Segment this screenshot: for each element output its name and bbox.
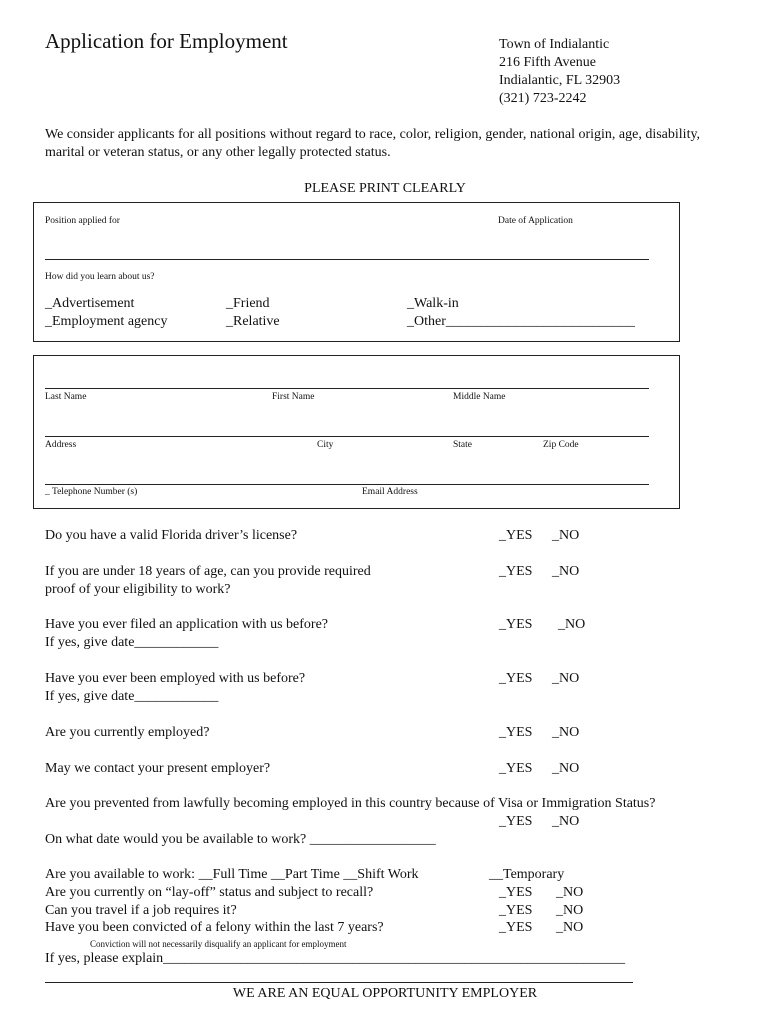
question-available-date[interactable]: On what date would you be available to work? __________________ (45, 832, 436, 847)
question-contact-employer: May we contact your present employer? (45, 761, 271, 776)
drivers-license-no[interactable]: _NO (552, 528, 580, 543)
question-currently-employed: Are you currently employed? (45, 725, 210, 740)
employed-before-no[interactable]: _NO (552, 671, 580, 686)
question-lay-off: Are you currently on “lay-off” status and subject to recall? (45, 885, 374, 900)
question-employed-before-line1: Have you ever been employed with us before? (45, 671, 306, 686)
lay-off-no[interactable]: _NO (556, 885, 584, 900)
drivers-license-yes[interactable]: _YES (499, 528, 533, 543)
conviction-note: Conviction will not necessarily disqualify an applicant for employment (90, 939, 347, 949)
currently-employed-yes[interactable]: _YES (499, 725, 533, 740)
option-other[interactable]: _Other___________________________ (407, 314, 635, 329)
date-of-application-label: Date of Application (498, 216, 573, 226)
page-title: Application for Employment (45, 29, 288, 53)
felony-yes[interactable]: _YES (499, 920, 533, 935)
option-advertisement[interactable]: _Advertisement (45, 296, 135, 311)
position-applied-label: Position applied for (45, 216, 120, 226)
town-phone: (321) 723-2242 (499, 91, 587, 106)
employed-before-yes[interactable]: _YES (499, 671, 533, 686)
felony-no[interactable]: _NO (556, 920, 584, 935)
address-label: Address (45, 440, 77, 450)
under-18-yes[interactable]: _YES (499, 564, 533, 579)
question-filed-before-line1: Have you ever filed an application with us before? (45, 617, 329, 632)
question-felony: Have you been convicted of a felony within the last 7 years? (45, 920, 384, 935)
last-name-label: Last Name (45, 392, 87, 402)
town-name: Town of Indialantic (499, 37, 610, 52)
footer-equal-opportunity: WE ARE AN EQUAL OPPORTUNITY EMPLOYER (232, 986, 538, 1001)
question-employed-before-date[interactable]: If yes, give date____________ (45, 689, 219, 704)
equal-opportunity-statement: We consider applicants for all positions without regard to race, color, religion, gender, national origin, age, disability, marital or veteran status, or any other legally protected status. (45, 127, 701, 160)
under-18-no[interactable]: _NO (552, 564, 580, 579)
option-employment-agency[interactable]: _Employment agency (45, 314, 168, 329)
question-under-18-line1: If you are under 18 years of age, can you provide required (45, 564, 371, 579)
zip-code-label: Zip Code (543, 440, 579, 450)
learn-about-us-label: How did you learn about us? (45, 272, 155, 282)
position-input-line[interactable] (45, 259, 649, 260)
state-label: State (453, 440, 472, 450)
lay-off-yes[interactable]: _YES (499, 885, 533, 900)
town-address-block (499, 36, 620, 108)
question-availability-types[interactable]: Are you available to work: __Full Time __Part Time __Shift Work (45, 867, 419, 882)
middle-name-label: Middle Name (453, 392, 506, 402)
question-visa-status: Are you prevented from lawfully becoming employed in this country because of Visa or Immigration Status? (45, 796, 656, 811)
option-relative[interactable]: _Relative (226, 314, 280, 329)
telephone-label: _ Telephone Number (s) (45, 487, 138, 497)
visa-status-no[interactable]: _NO (552, 814, 580, 829)
option-walk-in[interactable]: _Walk-in (407, 296, 459, 311)
name-input-line[interactable] (45, 388, 649, 389)
address-input-line[interactable] (45, 436, 649, 437)
option-friend[interactable]: _Friend (226, 296, 270, 311)
town-street: 216 Fifth Avenue (499, 55, 596, 70)
first-name-label: First Name (272, 392, 315, 402)
visa-status-yes[interactable]: _YES (499, 814, 533, 829)
explain-continuation-line[interactable] (45, 982, 633, 983)
print-notice: PLEASE PRINT CLEARLY (304, 181, 466, 196)
question-travel: Can you travel if a job requires it? (45, 903, 237, 918)
explain-field[interactable]: If yes, please explain__________________________________________________________________ (45, 951, 626, 966)
city-label: City (317, 440, 334, 450)
availability-temporary[interactable]: __Temporary (489, 867, 565, 882)
contact-employer-no[interactable]: _NO (552, 761, 580, 776)
question-drivers-license: Do you have a valid Florida driver’s license? (45, 528, 298, 543)
filed-before-yes[interactable]: _YES (499, 617, 533, 632)
question-under-18-line2: proof of your eligibility to work? (45, 582, 231, 597)
contact-input-line[interactable] (45, 484, 649, 485)
travel-yes[interactable]: _YES (499, 903, 533, 918)
personal-info-box (33, 355, 680, 509)
travel-no[interactable]: _NO (556, 903, 584, 918)
email-label: Email Address (362, 487, 418, 497)
currently-employed-no[interactable]: _NO (552, 725, 580, 740)
filed-before-no[interactable]: _NO (558, 617, 586, 632)
contact-employer-yes[interactable]: _YES (499, 761, 533, 776)
town-city-state-zip: Indialantic, FL 32903 (499, 73, 621, 88)
question-filed-before-date[interactable]: If yes, give date____________ (45, 635, 219, 650)
